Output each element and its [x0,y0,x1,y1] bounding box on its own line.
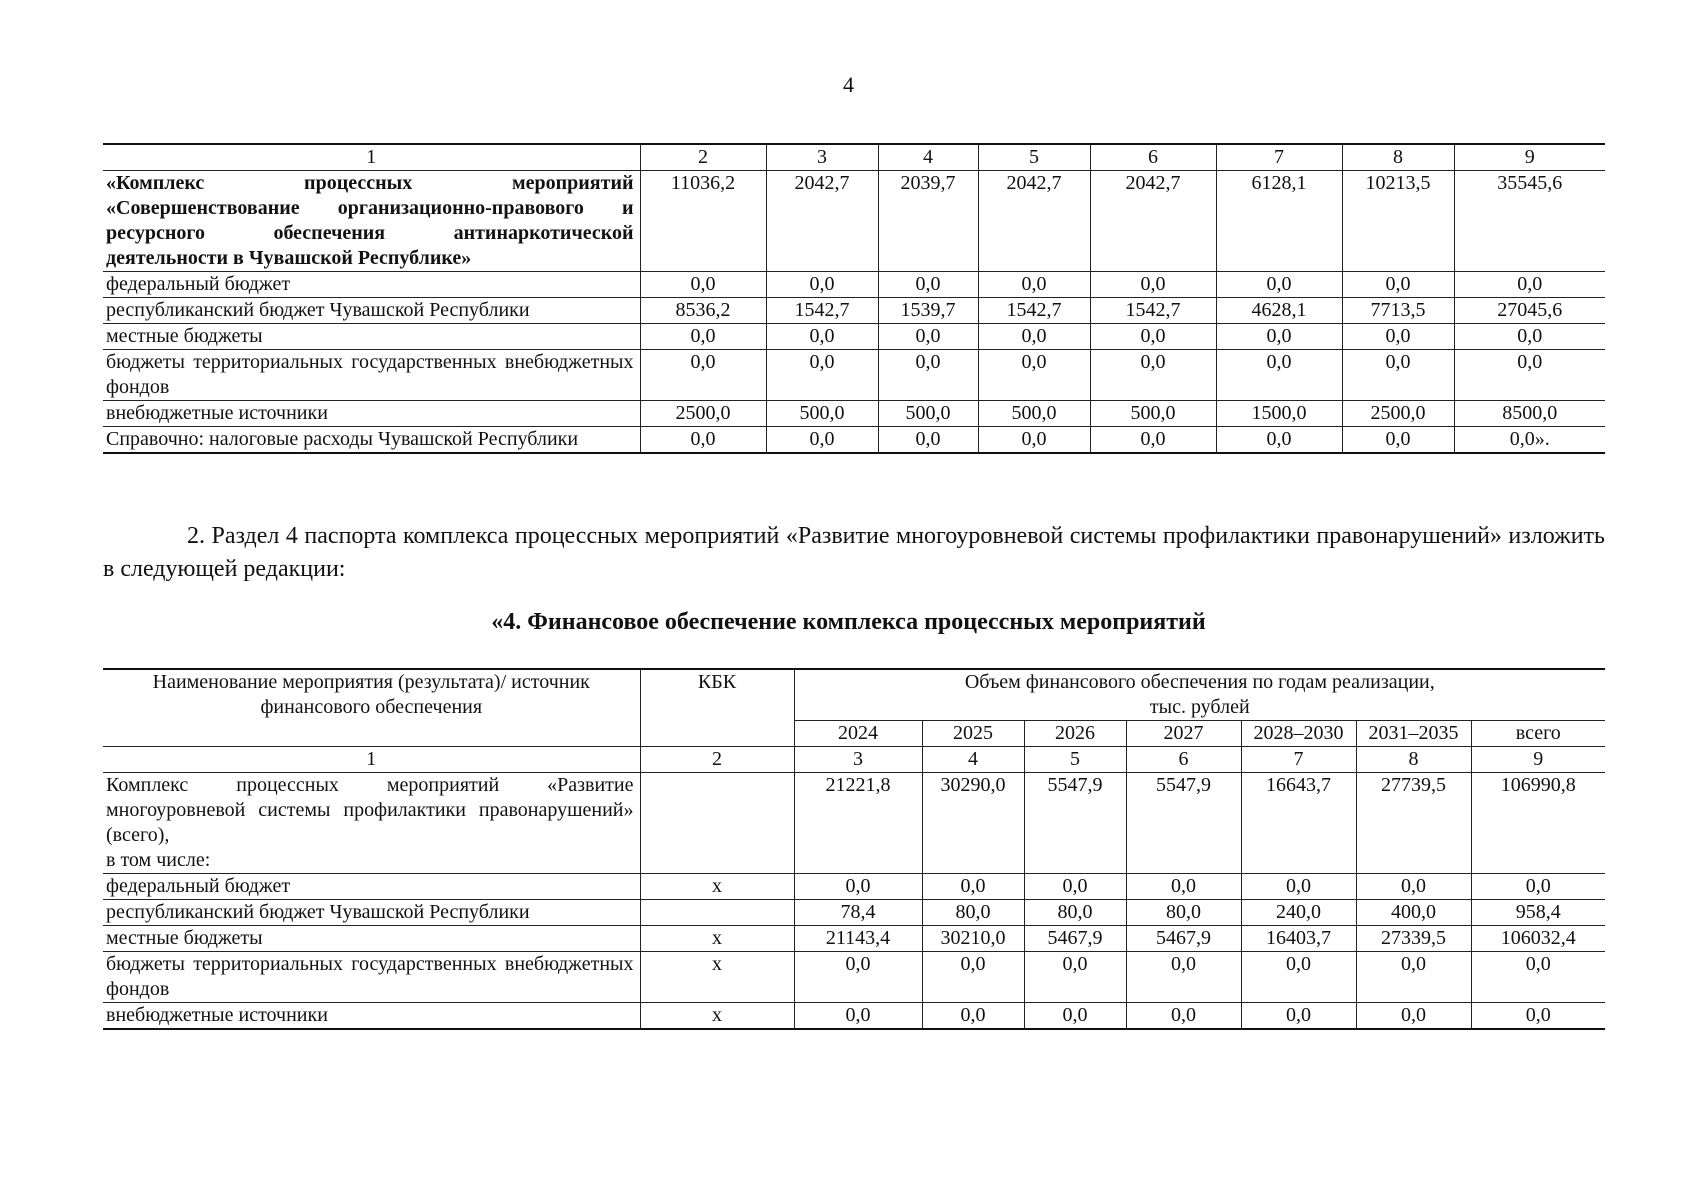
value-cell: 0,0». [1454,427,1605,454]
row-label [103,874,640,900]
value-cell: 500,0 [978,401,1090,427]
value-cell: 0,0 [794,952,922,1003]
row-label: Справочно: налоговые расходы Чувашской Республики [103,427,640,454]
value-cell: 500,0 [1090,401,1216,427]
table-row [103,272,1605,298]
value-cell: 0,0 [978,350,1090,401]
header-cell: 6 [1090,144,1216,171]
value-cell: 30290,0 [922,773,1024,874]
value-cell: 0,0 [766,427,878,454]
value-cell: 7713,5 [1342,298,1454,324]
table-row [103,874,1605,900]
kbk-cell: х [640,874,794,900]
header-cell: 8 [1342,144,1454,171]
value-cell: 80,0 [1126,900,1241,926]
value-cell: 0,0 [1126,1003,1241,1030]
value-cell: 0,0 [1241,1003,1356,1030]
row-label: внебюджетные источники [103,401,640,427]
value-cell: 0,0 [878,427,978,454]
number-cell: 4 [922,747,1024,773]
header-cell: 5 [978,144,1090,171]
row-label-text: республиканский бюджет Чувашской Республики [106,901,530,923]
value-cell: 11036,2 [640,171,766,272]
kbk-cell: х [640,926,794,952]
value-cell: 16643,7 [1241,773,1356,874]
value-cell: 27339,5 [1356,926,1471,952]
value-cell: 0,0 [878,272,978,298]
number-cell: 1 [103,747,640,773]
header-cell: 7 [1216,144,1342,171]
header-cell: 9 [1454,144,1605,171]
row-label [103,952,640,1003]
year-header: 2025 [922,721,1024,747]
value-cell: 0,0 [978,272,1090,298]
table-row [103,427,1605,454]
value-cell: 0,0 [1090,427,1216,454]
amendment-paragraph: 2. Раздел 4 паспорта комплекса процессных мероприятий «Развитие многоуровневой системы профилактики правонарушений» изложить в следующей редакции: [103,523,1605,582]
header-cell: 3 [766,144,878,171]
number-cell: 5 [1024,747,1126,773]
year-header: 2026 [1024,721,1126,747]
year-header: 2027 [1126,721,1241,747]
value-cell: 0,0 [878,324,978,350]
row-label-text: внебюджетные источники [106,1004,328,1026]
value-cell: 0,0 [640,272,766,298]
value-cell: 0,0 [794,1003,922,1030]
value-cell: 0,0 [978,427,1090,454]
value-cell: 16403,7 [1241,926,1356,952]
table-header-row [103,144,1605,171]
header-cell: 4 [878,144,978,171]
value-cell: 0,0 [1454,324,1605,350]
value-cell: 0,0 [1356,874,1471,900]
value-cell: 0,0 [1090,324,1216,350]
col-header-name: Наименование мероприятия (результата)/ источник финансового обеспечения [103,669,640,747]
value-cell: 240,0 [1241,900,1356,926]
value-cell: 106990,8 [1471,773,1605,874]
row-label [103,926,640,952]
value-cell: 80,0 [1024,900,1126,926]
header-cell: 2 [640,144,766,171]
value-cell: 0,0 [794,874,922,900]
value-cell: 0,0 [1126,952,1241,1003]
value-cell: 0,0 [766,272,878,298]
value-cell: 0,0 [922,874,1024,900]
value-cell: 2500,0 [640,401,766,427]
row-label [103,1003,640,1030]
table-number-row [103,747,1605,773]
value-cell: 1500,0 [1216,401,1342,427]
col-header-group: Объем финансового обеспечения по годам реализации, тыс. рублей [794,669,1605,721]
row-label [103,900,640,926]
table-row [103,298,1605,324]
year-header: 2024 [794,721,922,747]
table-row [103,952,1605,1003]
number-cell: 2 [640,747,794,773]
row-label-text: местные бюджеты [106,927,263,949]
value-cell: 8536,2 [640,298,766,324]
value-cell: 0,0 [1090,272,1216,298]
number-cell: 6 [1126,747,1241,773]
value-cell: 958,4 [1471,900,1605,926]
value-cell: 30210,0 [922,926,1024,952]
col-header-kbk: КБК [640,669,794,747]
table-row [103,926,1605,952]
value-cell: 1542,7 [1090,298,1216,324]
number-cell: 7 [1241,747,1356,773]
value-cell: 0,0 [640,324,766,350]
value-cell: 80,0 [922,900,1024,926]
kbk-cell: х [640,1003,794,1030]
value-cell: 2042,7 [1090,171,1216,272]
year-header: 2028–2030 [1241,721,1356,747]
table-row [103,401,1605,427]
value-cell: 0,0 [766,324,878,350]
value-cell: 10213,5 [1342,171,1454,272]
value-cell: 500,0 [766,401,878,427]
value-cell: 400,0 [1356,900,1471,926]
year-header: 2031–2035 [1356,721,1471,747]
year-header: всего [1471,721,1605,747]
row-label: местные бюджеты [103,324,640,350]
value-cell: 2039,7 [878,171,978,272]
value-cell: 1542,7 [766,298,878,324]
row-label [103,773,640,874]
kbk-cell [640,773,794,874]
value-cell: 0,0 [1342,350,1454,401]
value-cell: 0,0 [1356,1003,1471,1030]
value-cell: 0,0 [1241,952,1356,1003]
value-cell: 0,0 [1454,272,1605,298]
value-cell: 500,0 [878,401,978,427]
financing-table [103,668,1605,1030]
row-label: республиканский бюджет Чувашской Республики [103,298,640,324]
section-title: «4. Финансовое обеспечение комплекса процессных мероприятий [491,609,1206,635]
value-cell: 0,0 [1241,874,1356,900]
value-cell: 0,0 [1471,952,1605,1003]
number-cell: 9 [1471,747,1605,773]
header-cell: 1 [103,144,640,171]
financing-table-continued [103,143,1605,454]
value-cell: 0,0 [1024,1003,1126,1030]
value-cell: 1539,7 [878,298,978,324]
value-cell: 5547,9 [1024,773,1126,874]
row-sublabel: в том числе: [106,849,211,871]
table-row [103,350,1605,401]
value-cell: 0,0 [640,427,766,454]
value-cell: 0,0 [1342,272,1454,298]
row-label-text: Комплекс процессных мероприятий «Развитие многоуровневой системы профилактики правонарушений» (всего), [106,774,634,846]
value-cell: 6128,1 [1216,171,1342,272]
value-cell: 0,0 [766,350,878,401]
value-cell: 0,0 [1471,874,1605,900]
row-label: федеральный бюджет [103,272,640,298]
value-cell: 0,0 [1342,427,1454,454]
value-cell: 5467,9 [1024,926,1126,952]
value-cell: 21221,8 [794,773,922,874]
page-number: 4 [843,72,854,97]
kbk-cell [640,900,794,926]
value-cell: 21143,4 [794,926,922,952]
number-cell: 3 [794,747,922,773]
value-cell: 27045,6 [1454,298,1605,324]
value-cell: 8500,0 [1454,401,1605,427]
value-cell: 2500,0 [1342,401,1454,427]
table-row [103,900,1605,926]
row-label: «Комплекс процессных мероприятий «Совершенствование организационно-правового и ресурсного обеспечения антинаркотической деятельности в Чувашской Республике» [103,171,640,272]
kbk-cell: х [640,952,794,1003]
value-cell: 2042,7 [978,171,1090,272]
value-cell: 0,0 [922,952,1024,1003]
table-row [103,1003,1605,1030]
value-cell: 78,4 [794,900,922,926]
value-cell: 5547,9 [1126,773,1241,874]
value-cell: 0,0 [1216,427,1342,454]
value-cell: 0,0 [1024,952,1126,1003]
value-cell: 2042,7 [766,171,878,272]
value-cell: 0,0 [1126,874,1241,900]
value-cell: 27739,5 [1356,773,1471,874]
value-cell: 4628,1 [1216,298,1342,324]
value-cell: 0,0 [640,350,766,401]
number-cell: 8 [1356,747,1471,773]
value-cell: 0,0 [1342,324,1454,350]
row-label: бюджеты территориальных государственных внебюджетных фондов [103,350,640,401]
value-cell: 0,0 [978,324,1090,350]
row-label-text: федеральный бюджет [106,875,291,897]
value-cell: 1542,7 [978,298,1090,324]
table-row [103,324,1605,350]
value-cell: 0,0 [1454,350,1605,401]
value-cell: 0,0 [1471,1003,1605,1030]
table-row [103,171,1605,272]
value-cell: 5467,9 [1126,926,1241,952]
value-cell: 0,0 [1216,324,1342,350]
value-cell: 106032,4 [1471,926,1605,952]
value-cell: 0,0 [878,350,978,401]
value-cell: 0,0 [1356,952,1471,1003]
value-cell: 0,0 [1216,350,1342,401]
row-label-text: бюджеты территориальных государственных внебюджетных фондов [106,953,634,1000]
value-cell: 0,0 [922,1003,1024,1030]
table-row [103,773,1605,874]
value-cell: 0,0 [1090,350,1216,401]
value-cell: 0,0 [1024,874,1126,900]
value-cell: 0,0 [1216,272,1342,298]
value-cell: 35545,6 [1454,171,1605,272]
